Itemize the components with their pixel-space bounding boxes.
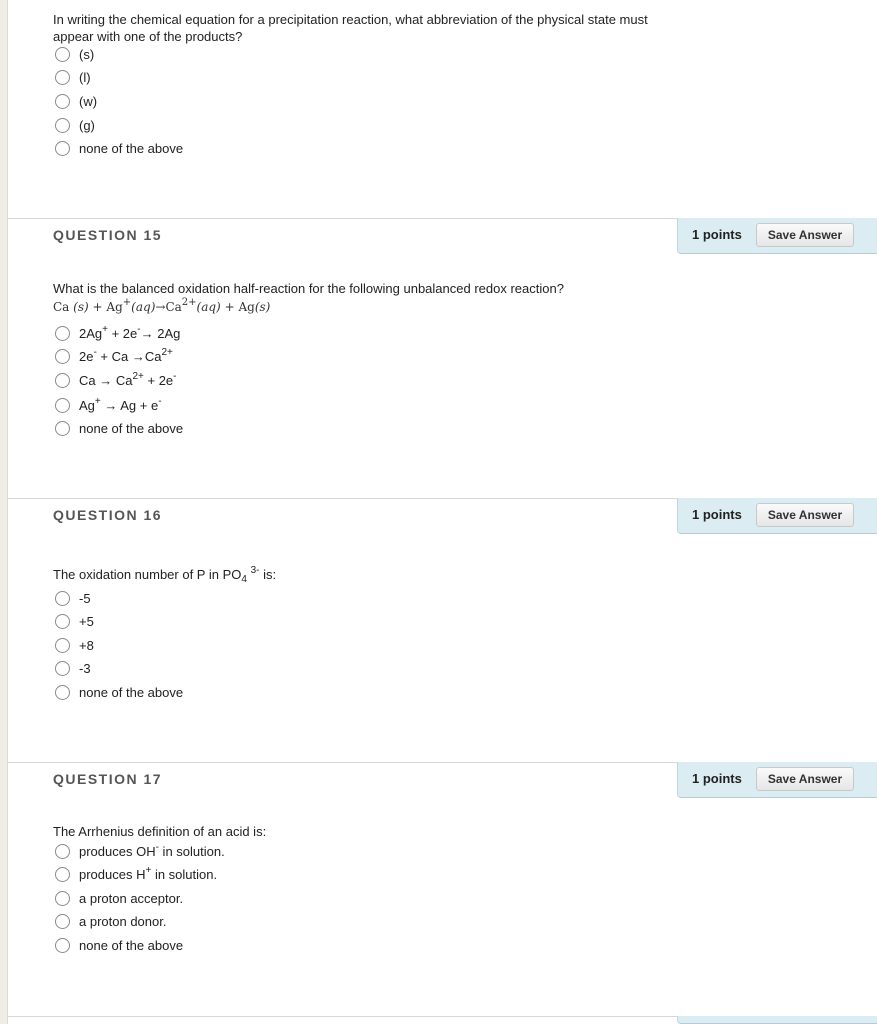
question-17-text: The Arrhenius definition of an acid is: <box>53 824 267 839</box>
q17-option-4[interactable]: a proton donor. <box>55 911 166 931</box>
q17-option-3[interactable]: a proton acceptor. <box>55 888 183 908</box>
radio-button[interactable] <box>55 938 70 953</box>
q15-option-2[interactable]: $2e^- + Ca \to Ca^{2+}$ <box>55 346 173 366</box>
save-answer-button[interactable]: Save Answer <box>756 503 854 527</box>
radio-button[interactable] <box>55 891 70 906</box>
q15-option-1[interactable]: 2Ag+ + 2e-→ 2Ag <box>55 323 180 343</box>
q14-option-4[interactable]: (g) <box>55 115 95 135</box>
radio-button[interactable] <box>55 141 70 156</box>
radio-button[interactable] <box>55 94 70 109</box>
radio-button[interactable] <box>55 614 70 629</box>
question-15-text: What is the balanced oxidation half-reaction for the following unbalanced redox reaction? <box>53 281 564 296</box>
radio-button[interactable] <box>55 844 70 859</box>
q16-option-2[interactable]: +5 <box>55 611 94 631</box>
q17-option-1[interactable]: produces OH- in solution. <box>55 841 225 861</box>
points-label: 1 points <box>692 507 742 522</box>
q17-option-2[interactable]: produces H+ in solution. <box>55 864 217 884</box>
radio-button[interactable] <box>55 349 70 364</box>
radio-button[interactable] <box>55 638 70 653</box>
save-answer-button[interactable]: Save Answer <box>756 223 854 247</box>
points-label: 1 points <box>692 227 742 242</box>
left-margin-bar <box>0 0 8 1024</box>
question-15-points-panel <box>677 218 877 254</box>
radio-button[interactable] <box>55 326 70 341</box>
radio-button[interactable] <box>55 398 70 413</box>
points-label: 1 points <box>692 771 742 786</box>
question-16-text: The oxidation number of P in $PO_4$ $^{3-}$ is: <box>53 565 277 585</box>
q15-option-4[interactable]: Ag+ → Ag + e- <box>55 395 162 415</box>
q14-option-5[interactable]: none of the above <box>55 138 183 158</box>
question-16-points-panel <box>677 498 877 534</box>
q16-option-3[interactable]: +8 <box>55 635 94 655</box>
save-answer-button[interactable]: Save Answer <box>756 767 854 791</box>
question-14-text: In writing the chemical equation for a precipitation reaction, what abbreviation of the physical state must appear with one of the products? <box>53 12 648 44</box>
q16-option-4[interactable]: -3 <box>55 658 91 678</box>
radio-button[interactable] <box>55 118 70 133</box>
q14-option-2[interactable]: (l) <box>55 67 91 87</box>
radio-button[interactable] <box>55 47 70 62</box>
q16-option-1[interactable]: -5 <box>55 588 91 608</box>
radio-button[interactable] <box>55 914 70 929</box>
radio-button[interactable] <box>55 373 70 388</box>
radio-button[interactable] <box>55 421 70 436</box>
q15-option-3[interactable]: $Ca \to Ca^{2+} + 2e^-$ <box>55 370 177 390</box>
q15-option-5[interactable]: none of the above <box>55 418 183 438</box>
question-16-heading: QUESTION 16 <box>53 507 163 523</box>
question-17-heading: QUESTION 17 <box>53 771 163 787</box>
question-15-heading: QUESTION 15 <box>53 227 163 243</box>
redox-equation: Ca $(s) + Ag^+(aq)\to Ca^{2+}(aq) + Ag(s)$ <box>53 297 271 314</box>
q14-option-1[interactable]: (s) <box>55 44 94 64</box>
radio-button[interactable] <box>55 867 70 882</box>
question-17-points-panel <box>677 762 877 798</box>
q16-option-5[interactable]: none of the above <box>55 682 183 702</box>
radio-button[interactable] <box>55 685 70 700</box>
radio-button[interactable] <box>55 661 70 676</box>
next-question-points-panel <box>677 1016 877 1024</box>
radio-button[interactable] <box>55 591 70 606</box>
q14-option-3[interactable]: (w) <box>55 91 97 111</box>
q17-option-5[interactable]: none of the above <box>55 935 183 955</box>
radio-button[interactable] <box>55 70 70 85</box>
